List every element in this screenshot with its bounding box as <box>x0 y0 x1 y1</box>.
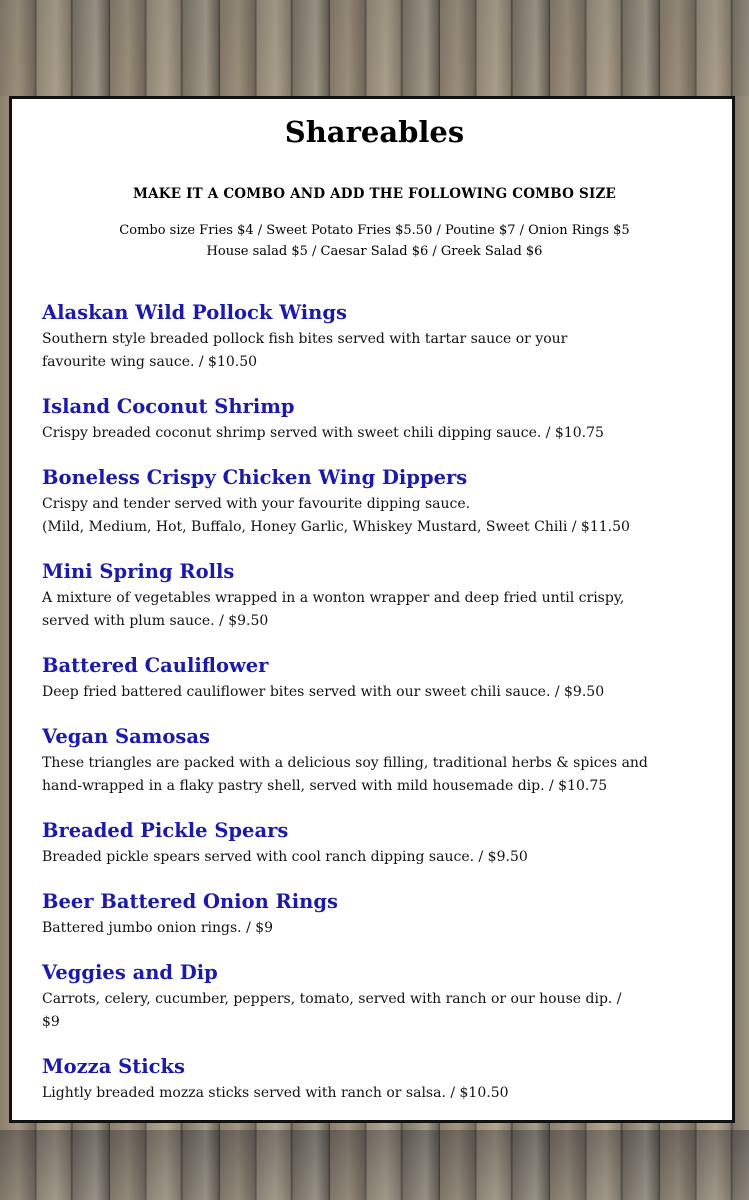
menu-item <box>42 557 722 633</box>
item-name: Breaded Pickle Spears <box>42 819 289 842</box>
item-description-line: Lightly breaded mozza sticks served with ranch or salsa. / $10.50 <box>42 1085 509 1101</box>
wood-top-shade <box>0 0 749 96</box>
item-description-line: Southern style breaded pollock fish bites served with tartar sauce or your <box>42 331 568 347</box>
combo-line-2: House salad $5 / Caesar Salad $6 / Greek Salad $6 <box>206 244 543 259</box>
item-description-line: (Mild, Medium, Hot, Buffalo, Honey Garlic, Whiskey Mustard, Sweet Chili / $11.50 <box>42 519 630 535</box>
item-name: Beer Battered Onion Rings <box>42 890 338 913</box>
item-name: Mozza Sticks <box>42 1055 186 1078</box>
menu-item <box>42 651 722 704</box>
combo-heading: MAKE IT A COMBO AND ADD THE FOLLOWING COMBO SIZE <box>132 186 617 202</box>
item-description-line: $9 <box>42 1014 60 1030</box>
item-description-line: favourite wing sauce. / $10.50 <box>42 354 258 370</box>
item-description-line: Carrots, celery, cucumber, peppers, tomato, served with ranch or our house dip. / <box>42 991 622 1007</box>
item-name: Vegan Samosas <box>42 725 210 748</box>
menu-item <box>42 298 722 374</box>
menu-title: Shareables <box>284 115 465 149</box>
combo-line-1: Combo size Fries $4 / Sweet Potato Fries $5.50 / Poutine $7 / Onion Rings $5 <box>119 223 630 238</box>
item-description-line: served with plum sauce. / $9.50 <box>42 613 269 629</box>
item-description-line: Battered jumbo onion rings. / $9 <box>42 920 274 936</box>
wood-bottom-shade <box>0 1130 749 1200</box>
menu-item <box>42 958 722 1034</box>
menu-item <box>42 392 722 445</box>
item-description-line: Breaded pickle spears served with cool ranch dipping sauce. / $9.50 <box>42 849 528 865</box>
menu-item <box>42 816 722 869</box>
menu-item <box>42 463 722 539</box>
item-description-line: hand-wrapped in a flaky pastry shell, served with mild housemade dip. / $10.75 <box>42 778 608 794</box>
item-description-line: Deep fried battered cauliflower bites served with our sweet chili sauce. / $9.50 <box>42 684 605 700</box>
item-description-line: Crispy breaded coconut shrimp served with sweet chili dipping sauce. / $10.75 <box>42 425 604 441</box>
item-description-line: Crispy and tender served with your favourite dipping sauce. <box>42 496 471 512</box>
menu-item <box>42 722 722 798</box>
menu-items <box>42 298 722 1105</box>
item-name: Island Coconut Shrimp <box>42 395 295 418</box>
menu-item <box>42 1052 722 1105</box>
item-name: Alaskan Wild Pollock Wings <box>42 301 347 324</box>
item-name: Veggies and Dip <box>42 961 218 984</box>
menu-item <box>42 887 722 940</box>
item-name: Boneless Crispy Chicken Wing Dippers <box>42 466 468 489</box>
item-description-line: These triangles are packed with a delicious soy filling, traditional herbs & spices and <box>42 755 648 771</box>
item-name: Mini Spring Rolls <box>42 560 235 583</box>
item-name: Battered Cauliflower <box>42 654 269 677</box>
item-description-line: A mixture of vegetables wrapped in a wonton wrapper and deep fried until crispy, <box>42 590 625 606</box>
